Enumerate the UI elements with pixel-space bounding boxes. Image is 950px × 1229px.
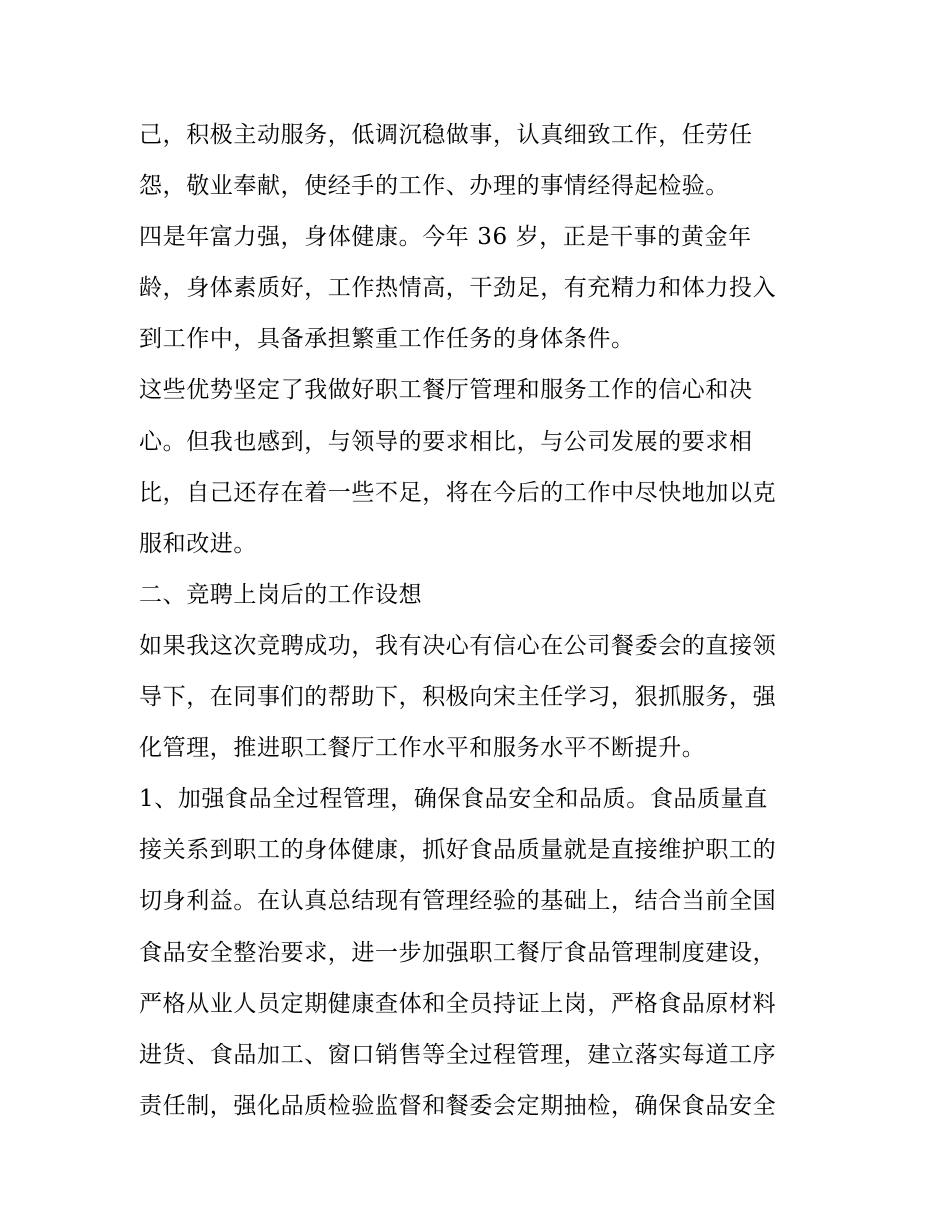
text-line: 严格从业人员定期健康查体和全员持证上岗，严格食品原材料 [139, 990, 777, 1017]
text-line: 比，自己还存在着一些不足，将在今后的工作中尽快地加以克 [139, 479, 777, 506]
text-line: 切身利益。在认真总结现有管理经验的基础上，结合当前全国 [139, 888, 777, 915]
text-line: 食品安全整治要求，进一步加强职工餐厅食品管理制度建设， [139, 939, 777, 966]
text-line: 接关系到职工的身体健康，抓好食品质量就是直接维护职工的 [139, 837, 777, 864]
body-text [139, 110, 819, 1132]
text-line: 己，积极主动服务，低调沉稳做事，认真细致工作，任劳任 [139, 122, 753, 148]
text-line: 四是年富力强，身体健康。今年 36 岁，正是干事的黄金年 [139, 224, 752, 251]
text-line: 怨，敬业奉献，使经手的工作、办理的事情经得起检验。 [139, 173, 729, 200]
text-line: 化管理，推进职工餐厅工作水平和服务水平不断提升。 [139, 735, 706, 762]
section-heading: 二、竞聘上岗后的工作设想 [139, 581, 423, 608]
text-line: 导下，在同事们的帮助下，积极向宋主任学习，狠抓服务，强 [139, 684, 777, 711]
text-line: 1、加强食品全过程管理，确保食品安全和品质。食品质量直 [139, 786, 768, 813]
text-line: 进货、食品加工、窗口销售等全过程管理，建立落实每道工序 [139, 1041, 777, 1068]
text-line: 如果我这次竞聘成功，我有决心有信心在公司餐委会的直接领 [139, 632, 777, 659]
text-line: 这些优势坚定了我做好职工餐厅管理和服务工作的信心和决 [139, 377, 753, 404]
text-line: 服和改进。 [139, 530, 257, 557]
text-line: 龄，身体素质好，工作热情高，干劲足，有充精力和体力投入 [139, 275, 777, 302]
text-line: 责任制，强化品质检验监督和餐委会定期抽检，确保食品安全 [139, 1092, 777, 1119]
text-line: 到工作中，具备承担繁重工作任务的身体条件。 [139, 326, 635, 353]
text-line: 心。但我也感到，与领导的要求相比，与公司发展的要求相 [139, 428, 753, 455]
